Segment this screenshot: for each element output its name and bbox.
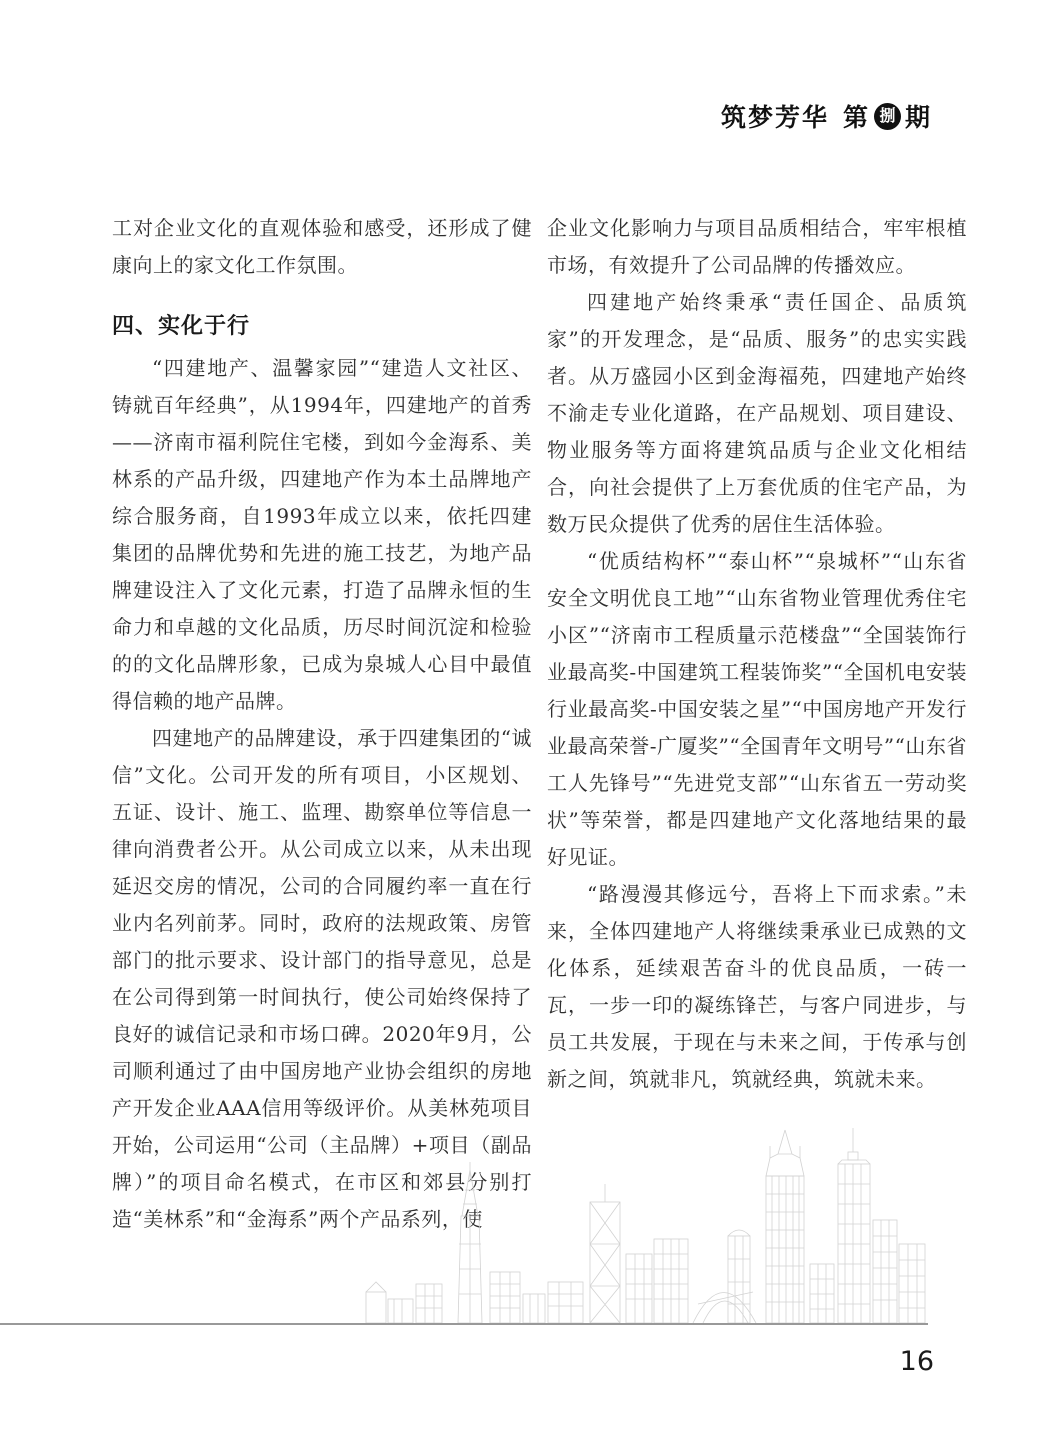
city-skyline-illustration bbox=[358, 1124, 928, 1324]
left-column bbox=[112, 210, 532, 1238]
magazine-title: 筑梦芳华 bbox=[720, 103, 829, 132]
paragraph: 四建地产的品牌建设，承于四建集团的“诚信”文化。公司开发的所有项目，小区规划、五证、设计、施工、监理、勘察单位等信息一律向消费者公开。从公司成立以来，从未出现延迟交房的情况，公司的合同履约率一直在行业内名列前茅。同时，政府的法规政策、房管部门的批示要求、设计部门的指导意见，总是在公司得到第一时间执行，使公司始终保持了良好的诚信记录和市场口碑。2020年9月，公司顺利通过了由中国房地产业协会组织的房地产开发企业AAA信用等级评价。从美林苑项目开始，公司运用“公司（主品牌）+项目（副品牌）”的项目命名模式，在市区和郊县分别打造“美林系”和“金海系”两个产品系列，使 bbox=[112, 726, 532, 1231]
page-header bbox=[721, 98, 932, 134]
footer-divider bbox=[0, 1323, 928, 1325]
issue-prefix: 第 bbox=[842, 103, 870, 132]
continuation-paragraph: 企业文化影响力与项目品质相结合，牢牢根植市场，有效提升了公司品牌的传播效应。 bbox=[547, 216, 967, 277]
continuation-paragraph: 工对企业文化的直观体验和感受，还形成了健康向上的家文化工作氛围。 bbox=[112, 216, 532, 277]
paragraph: “路漫漫其修远兮，吾将上下而求索。”未来，全体四建地产人将继续秉承业已成熟的文化体系，延续艰苦奋斗的优良品质，一砖一瓦，一步一印的凝练锋芒，与客户同进步，与员工共发展，于现在与未来之间，于传承与创新之间，筑就非凡，筑就经典，筑就未来。 bbox=[547, 882, 967, 1091]
page-number: 16 bbox=[899, 1346, 934, 1377]
issue-number-badge: 捌 bbox=[874, 103, 901, 130]
issue-suffix: 期 bbox=[904, 103, 932, 132]
paragraph: “四建地产、温馨家园”“建造人文社区、铸就百年经典”，从1994年，四建地产的首秀——济南市福利院住宅楼，到如今金海系、美林系的产品升级，四建地产作为本土品牌地产综合服务商，自1993年成立以来，依托四建集团的品牌优势和先进的施工技艺，为地产品牌建设注入了文化元素，打造了品牌永恒的生命力和卓越的文化品质，历尽时间沉淀和检验的的文化品牌形象，已成为泉城人心目中最值得信赖的地产品牌。 bbox=[112, 356, 532, 713]
section-heading: 四、实化于行 bbox=[112, 313, 251, 339]
paragraph: “优质结构杯”“泰山杯”“泉城杯”“山东省安全文明优良工地”“山东省物业管理优秀住宅小区”“济南市工程质量示范楼盘”“全国装饰行业最高奖-中国建筑工程装饰奖”“全国机电安装行业最高奖-中国安装之星”“中国房地产开发行业最高荣誉-广厦奖”“全国青年文明号”“山东省工人先锋号”“先进党支部”“山东省五一劳动奖状”等荣誉，都是四建地产文化落地结果的最好见证。 bbox=[547, 549, 967, 869]
right-column bbox=[547, 210, 967, 1098]
paragraph: 四建地产始终秉承“责任国企、品质筑家”的开发理念，是“品质、服务”的忠实实践者。从万盛园小区到金海福苑，四建地产始终不渝走专业化道路，在产品规划、项目建设、物业服务等方面将建筑品质与企业文化相结合，向社会提供了上万套优质的住宅产品，为数万民众提供了优秀的居住生活体验。 bbox=[547, 290, 967, 536]
